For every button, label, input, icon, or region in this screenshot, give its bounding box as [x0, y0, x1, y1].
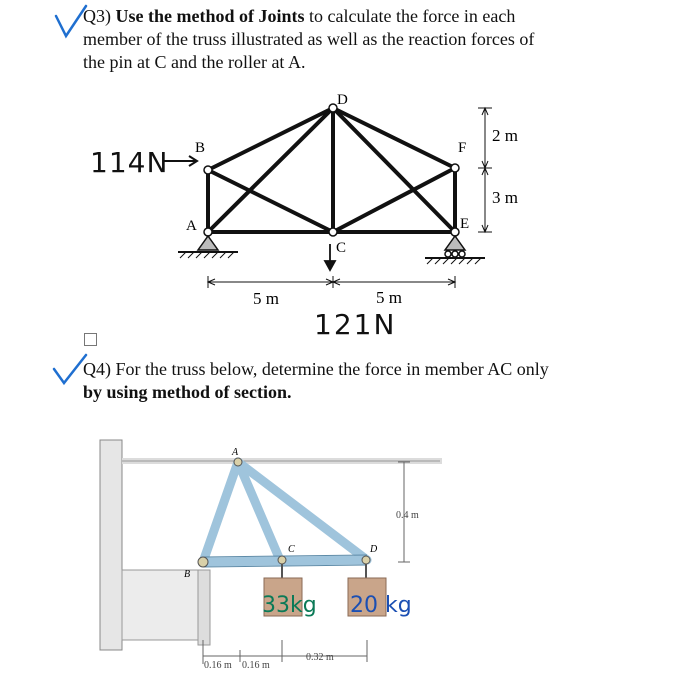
q3-line2: member of the truss illustrated as well as the reaction forces of [83, 29, 535, 49]
handwritten-mass-2: 20 kg [350, 593, 412, 618]
label2-C: C [288, 544, 295, 555]
label2-A: A [232, 447, 239, 458]
joint2-C [278, 556, 286, 564]
dim-3m: 3 m [492, 188, 518, 207]
q3-line3: the pin at C and the roller at A. [83, 52, 306, 72]
dim2-0.16m-a: 0.16 m [204, 660, 232, 671]
label-C: C [336, 240, 347, 256]
label-B: B [195, 140, 206, 156]
dim2-0.4m: 0.4 m [396, 510, 419, 521]
dim-5m-right: 5 m [376, 288, 402, 307]
label-E: E [460, 216, 470, 232]
handwritten-load-114N: 114N [90, 146, 169, 179]
label-A: A [186, 218, 197, 234]
dim-2m: 2 m [492, 126, 518, 145]
q3-number: Q3) [83, 6, 111, 26]
q4-line1: Q4) For the truss below, determine the force in member AC only [83, 359, 549, 379]
handwritten-load-121N: 121N [314, 308, 397, 340]
q4-bold: by using method of section. [83, 382, 292, 402]
label2-D: D [370, 544, 378, 555]
joint2-D [362, 556, 370, 564]
label2-B: B [184, 569, 191, 580]
member-BA [203, 462, 238, 562]
handwritten-mass-1: 33kg [262, 593, 317, 618]
joint2-B [198, 557, 208, 567]
q3-rest: to calculate the force in each [309, 6, 516, 26]
label-F: F [458, 140, 467, 156]
dim-5m-left: 5 m [253, 289, 279, 308]
dim2-0.32m: 0.32 m [306, 652, 334, 663]
label-D: D [337, 92, 348, 108]
q3-bold: Use the method of Joints [115, 6, 305, 26]
dim2-0.16m-b: 0.16 m [242, 660, 270, 671]
joint2-A [234, 458, 242, 466]
